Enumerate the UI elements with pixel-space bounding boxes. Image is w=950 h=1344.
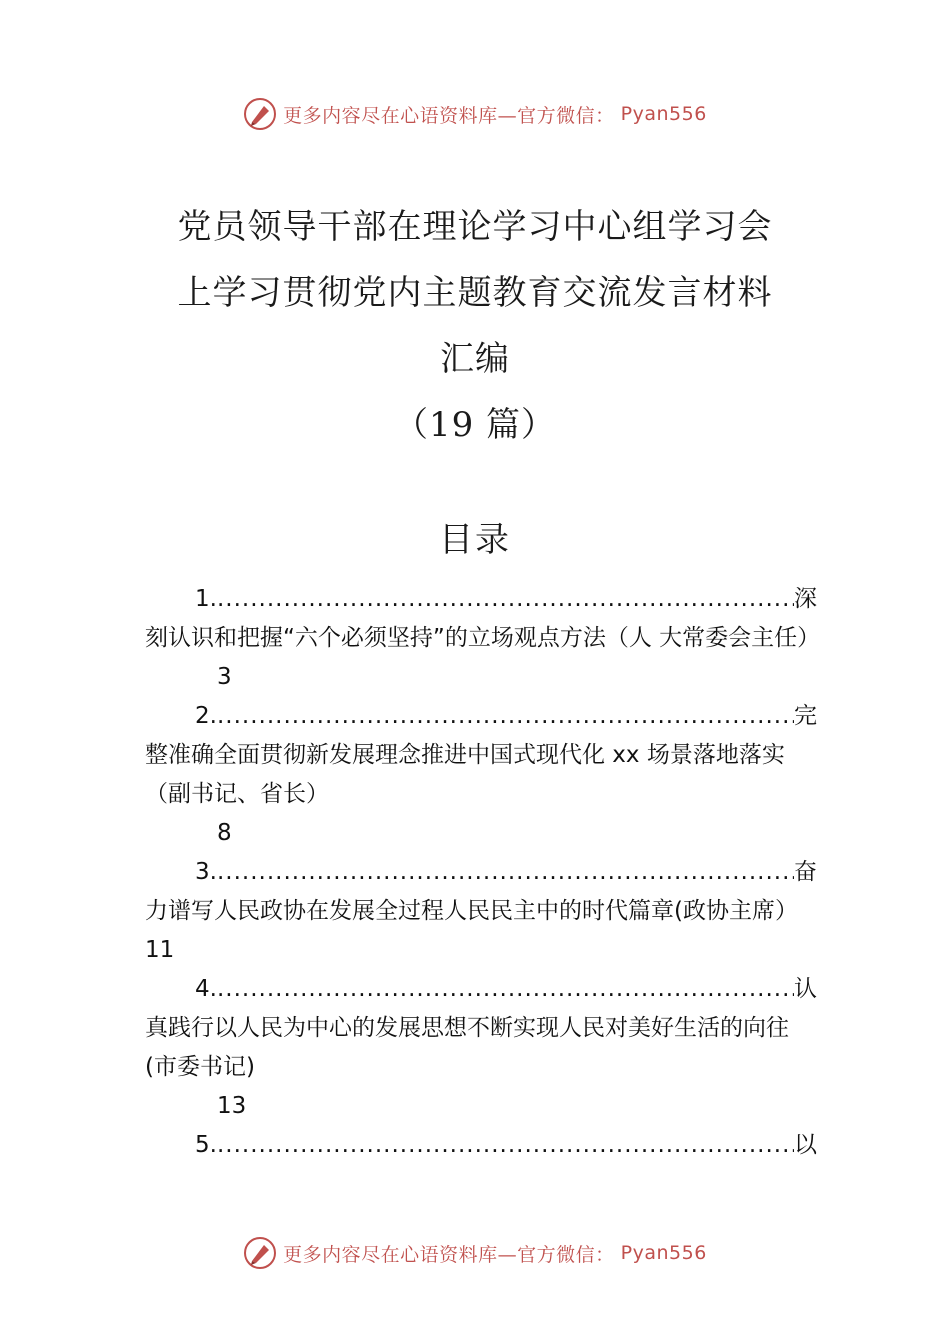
toc-heading: 目录: [439, 520, 511, 560]
toc-entry-first-char: 奋: [794, 859, 817, 885]
toc-entry-title: 真践行以人民为中心的发展思想不断实现人民对美好生活的向往(市委书记): [145, 1015, 789, 1080]
pen-nib-logo-icon: [243, 1236, 277, 1270]
toc-entry-lead: [145, 697, 817, 736]
toc-entry-page: 8: [217, 820, 232, 846]
header-wechat-id: Pyan556: [620, 103, 707, 125]
toc-entry-number: 2.: [195, 703, 217, 729]
toc-entry-number: 5.: [195, 1132, 217, 1158]
toc-entry[interactable]: [145, 853, 817, 970]
toc-entry[interactable]: [145, 970, 817, 1126]
footer-watermark-text: 更多内容尽在心语资料库—官方微信：: [283, 1243, 615, 1266]
toc-leader-dots: [217, 970, 794, 1009]
toc-entry[interactable]: [145, 580, 821, 697]
toc-entry-lead: [145, 1126, 817, 1165]
footer-watermark: [0, 1233, 950, 1273]
toc-leader-dots: [217, 853, 794, 892]
toc-entry-first-char: 以: [794, 1132, 817, 1158]
toc-entry-page: 11: [145, 937, 175, 963]
title-count: （19 篇）: [393, 405, 557, 445]
toc-entry-number: 3.: [195, 859, 217, 885]
toc-entry[interactable]: [145, 1126, 817, 1165]
toc-entry[interactable]: [145, 697, 817, 853]
toc-leader-dots: [217, 697, 794, 736]
title-line-3: 汇编: [440, 339, 510, 379]
toc-entry-number: 4.: [195, 976, 217, 1002]
title-line-1: 党员领导干部在理论学习中心组学习会: [177, 207, 773, 247]
footer-wechat-id: Pyan556: [620, 1242, 707, 1264]
toc-entry-lead: [145, 853, 817, 892]
toc-entry-lead: [145, 580, 817, 619]
toc-entry-page: 3: [217, 664, 232, 690]
toc-entry-title: 整准确全面贯彻新发展理念推进中国式现代化 xx 场景落地落实（副书记、省长）: [145, 742, 785, 807]
toc-entry-title: [145, 892, 817, 970]
toc-entry-page: 13: [217, 1093, 247, 1119]
title-line-2: 上学习贯彻党内主题教育交流发言材料: [177, 273, 773, 313]
toc-entry-first-char: 完: [794, 703, 817, 729]
toc-entry-number: 1.: [195, 586, 217, 612]
document-title: [0, 194, 950, 458]
pen-nib-logo-icon: [243, 97, 277, 131]
header-watermark-text: 更多内容尽在心语资料库—官方微信：: [283, 104, 615, 127]
toc-entry-first-char: 认: [794, 976, 817, 1002]
toc-entry-first-char: 深: [794, 586, 817, 612]
toc-entry-title: 刻认识和把握“六个必须坚持”的立场观点方法（人 大常委会主任）: [145, 625, 821, 651]
toc-leader-dots: [217, 1126, 794, 1165]
header-watermark: [0, 94, 950, 134]
toc-leader-dots: [217, 580, 794, 619]
toc-entry-lead: [145, 970, 817, 1009]
table-of-contents: [145, 580, 821, 1165]
toc-entry-title-text: 力谱写人民政协在发展全过程人民民主中的时代篇章(政协主席）: [145, 898, 798, 924]
